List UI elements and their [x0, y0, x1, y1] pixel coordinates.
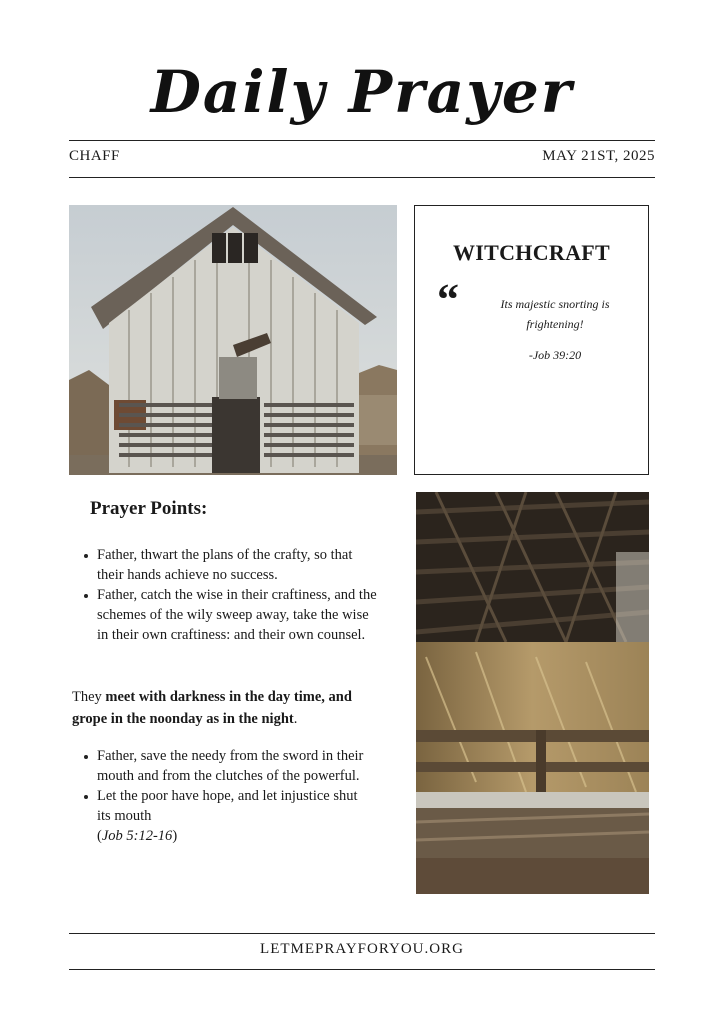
footer-top-rule [69, 933, 655, 934]
paragraph-prefix: They [72, 689, 106, 705]
list-item: Father, thwart the plans of the crafty, so that their hands achieve no success. [82, 545, 382, 585]
quote-title: WITCHCRAFT [452, 240, 610, 265]
paragraph-suffix: . [293, 711, 298, 727]
quote-mark-icon: “ [437, 275, 459, 324]
prayer-points-heading: Prayer Points: [90, 498, 208, 519]
header-bottom-rule [69, 177, 655, 178]
list-item: Father, save the needy from the sword in their mouth and from the clutches of the powerful. [82, 746, 372, 786]
quote-text: Its majestic snorting is frightening! [500, 297, 610, 331]
hay-barn-photo [416, 492, 649, 894]
prayer-list-first [82, 545, 382, 645]
barn-photo [69, 205, 397, 475]
header-top-rule [69, 140, 655, 141]
quote-box [414, 205, 649, 475]
list-item: Let the poor have hope, and let injustice shut its mouth [82, 786, 372, 826]
paragraph-bold: meet with darkness in the day time, and grope in the noonday as in the night [72, 689, 352, 727]
scripture-paragraph [72, 686, 372, 730]
section-label: CHAFF [69, 148, 120, 164]
prayer-list-second [82, 746, 372, 846]
page-title: Daily Prayer [150, 58, 574, 126]
footer-bottom-rule [69, 969, 655, 970]
list-item: Father, catch the wise in their craftiness, and the schemes of the wily sweep away, take the wise in their own craftiness: and their own counsel. [82, 585, 382, 645]
website-link[interactable]: LETMEPRAYFORYOU.ORG [260, 941, 464, 957]
date-label: MAY 21ST, 2025 [542, 148, 655, 164]
quote-reference: -Job 39:20 [528, 348, 582, 362]
scripture-reference: (Job 5:12-16) [97, 828, 178, 844]
